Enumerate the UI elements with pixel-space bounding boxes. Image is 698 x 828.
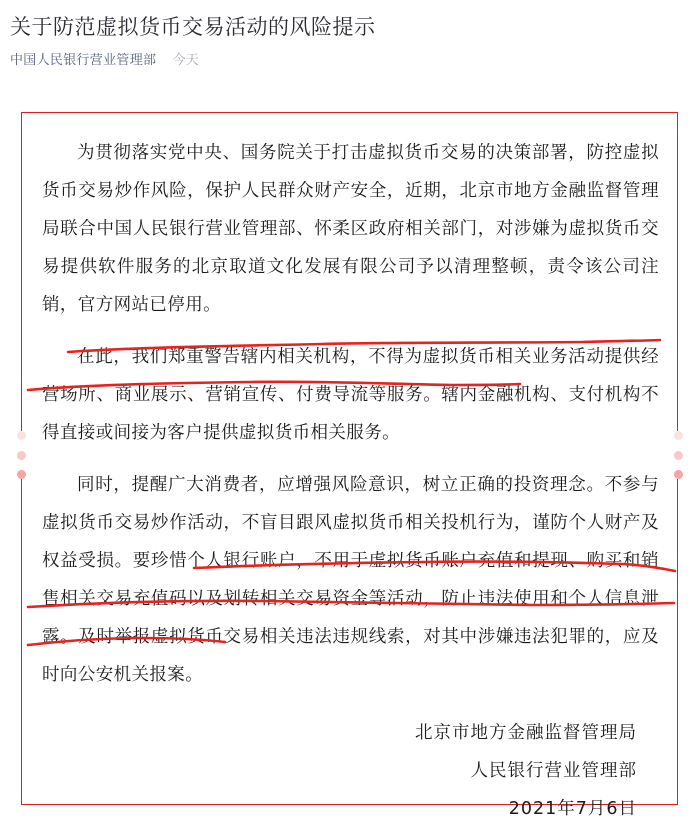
article-timestamp: 今天 [172,53,200,68]
article-source[interactable]: 中国人民银行营业管理部 [10,53,157,68]
article-header [0,0,698,70]
notice-paragraph-2: 在此，我们郑重警告辖内相关机构，不得为虚拟货币相关业务活动提供经营场所、商业展示、营销宣传、付费导流等服务。辖内金融机构、支付机构不得直接或间接为客户提供虚拟货币相关服务。 [42,347,659,443]
signature-date: 2021年7月6日 [508,799,637,819]
page-title: 关于防范虚拟货币交易活动的风险提示 [10,15,376,39]
notice-signature [42,714,659,828]
signature-line-2: 人民银行营业管理部 [470,761,637,781]
notice-paragraph-1: 为贯彻落实党中央、国务院关于打击虚拟货币交易的决策部署，防控虚拟货币交易炒作风险，保护人民群众财产安全，近期，北京市地方金融监督管理局联合中国人民银行营业管理部、怀柔区政府相关部门，对涉嫌为虚拟货币交易提供软件服务的北京取道文化发展有限公司予以清理整顿，责令该公司注销，官方网站已停用。 [42,143,659,315]
notice-paragraph-3: 同时，提醒广大消费者，应增强风险意识，树立正确的投资理念。不参与虚拟货币交易炒作活动，不盲目跟风虚拟货币相关投机行为，谨防个人财产及权益受损。要珍惜个人银行账户，不用于虚拟货币账户充值和提现、购买和销售相关交易充值码以及划转相关交易资金等活动，防止违法使用和个人信息泄露。及时举报虚拟货币交易相关违法违规线索，对其中涉嫌违法犯罪的，应及时向公安机关报案。 [42,475,659,685]
article-meta [10,52,698,70]
notice-body [22,113,677,828]
signature-line-1: 北京市地方金融监督管理局 [415,723,637,743]
notice-frame [21,112,678,819]
